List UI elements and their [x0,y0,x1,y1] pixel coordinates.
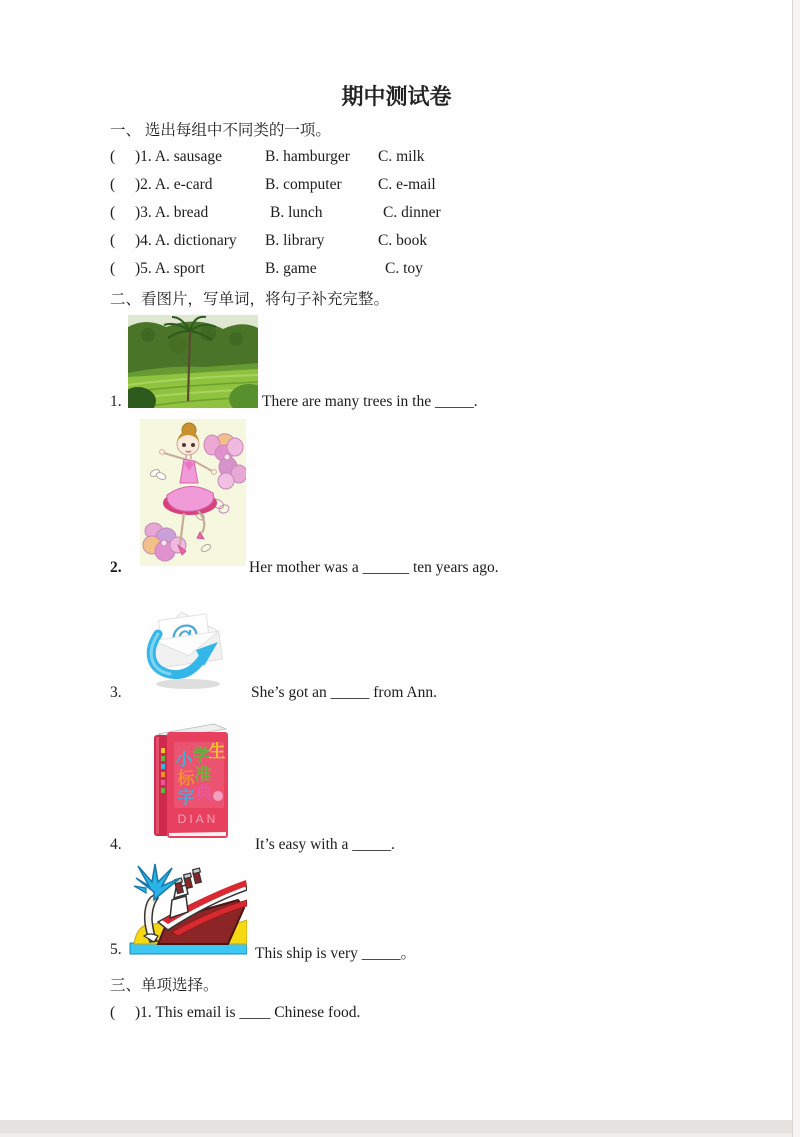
option-b: B. game [265,260,317,277]
answer-paren: ( [110,148,116,165]
option-b: B. hamburger [265,148,350,165]
option-a: )2. A. e-card [135,176,213,193]
section1-heading: 一、 选出每组中不同类的一项。 [110,122,331,139]
option-b: B. computer [265,176,342,193]
question-number: 5. [110,941,122,958]
ship-cartoon [124,862,247,956]
answer-paren: ( [110,1004,116,1021]
question-text: She’s got an _____ from Ann. [251,684,437,701]
option-a: )1. A. sausage [135,148,222,165]
svg-text:准: 准 [194,765,212,784]
svg-text:标: 标 [177,769,195,788]
answer-paren: ( [110,204,116,221]
dictionary-photo [146,720,234,841]
option-a: )5. A. sport [135,260,205,277]
question-text: There are many trees in the _____. [262,393,478,410]
svg-text:学: 学 [192,746,210,765]
dictionary-pinyin: DIAN [177,812,219,826]
page-edge-bottom [0,1120,800,1137]
question-number: 1. [110,393,122,410]
email-icon [142,604,230,692]
page-title: 期中测试卷 [341,84,452,109]
option-a: )3. A. bread [135,204,209,221]
question-text: Her mother was a ______ ten years ago. [249,559,499,576]
landscape-photo [128,315,258,408]
option-c: C. book [378,232,428,249]
choice-row-2 [110,176,436,194]
svg-text:典: 典 [195,784,213,803]
question-text: )1. This email is ____ Chinese food. [135,1004,361,1021]
option-c: C. toy [385,260,423,277]
option-a: )4. A. dictionary [135,232,237,249]
question-text: It’s easy with a _____. [255,836,395,853]
answer-paren: ( [110,176,116,193]
choice-row-5 [110,260,423,278]
svg-text:小: 小 [175,750,193,769]
svg-text:字: 字 [177,788,195,807]
answer-paren: ( [110,260,116,277]
option-b: B. lunch [270,204,323,221]
ballerina-drawing [140,419,246,566]
choice-row-4 [110,232,427,250]
choice-row-3 [110,204,441,222]
section2-heading: 二、看图片，写单词，将句子补充完整。 [110,291,390,308]
question-text: This ship is very _____。 [255,945,417,962]
option-b: B. library [265,232,325,249]
option-c: C. milk [378,148,425,165]
question-number: 3. [110,684,122,701]
question-number: 4. [110,836,122,853]
svg-text:生: 生 [208,742,226,761]
answer-paren: ( [110,232,116,249]
section3-heading: 三、单项选择。 [110,977,219,994]
option-c: C. dinner [383,204,441,221]
choice-row-1 [110,148,425,166]
page-edge-right [792,0,800,1137]
option-c: C. e-mail [378,176,436,193]
question-number: 2. [110,559,122,576]
